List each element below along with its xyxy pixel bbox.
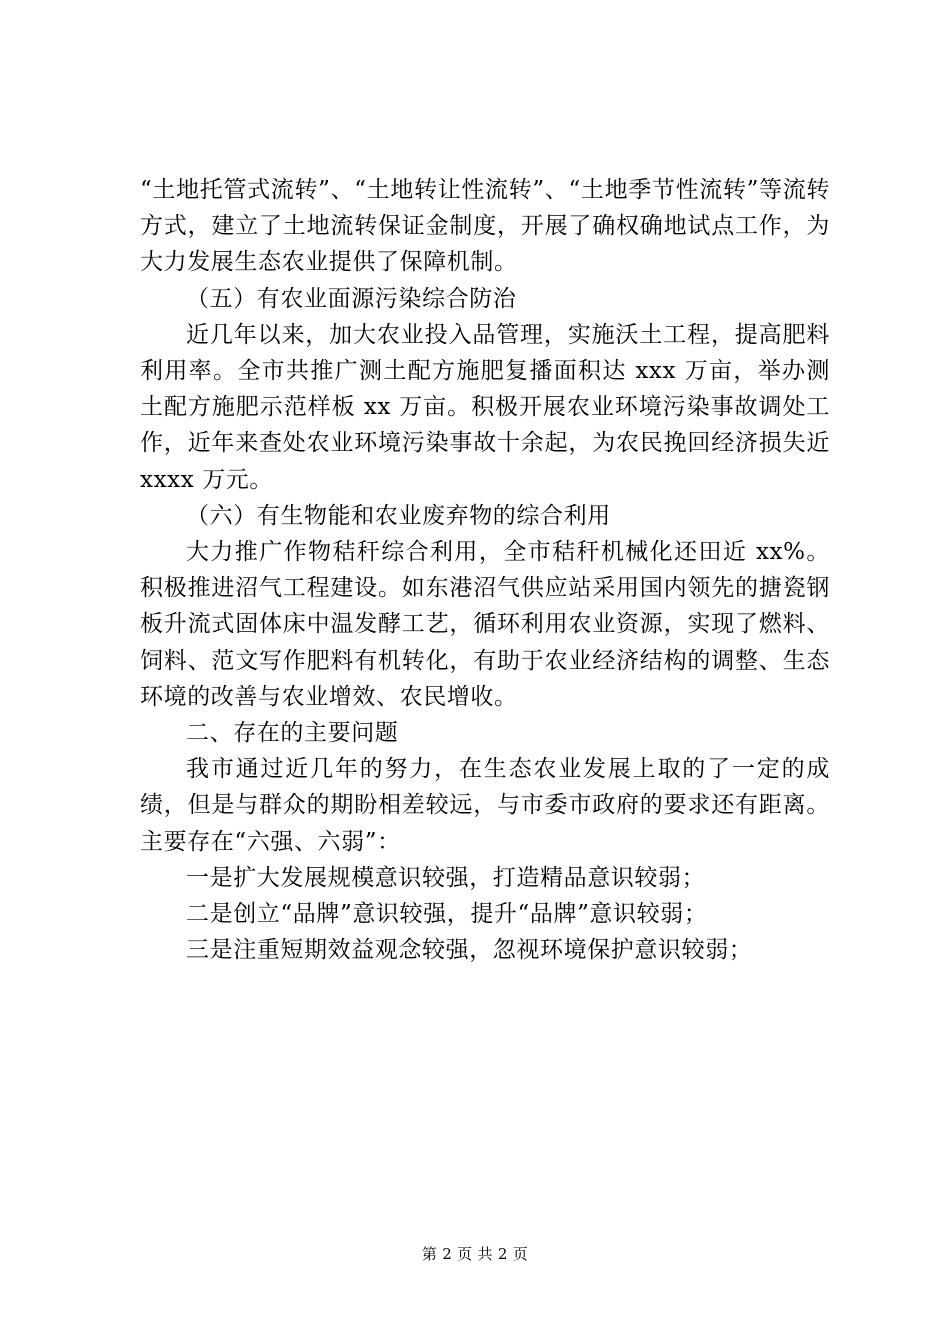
document-body — [140, 172, 830, 968]
paragraph-land-transfer: “土地托管式流转”、“土地转让性流转”、“土地季节性流转”等流转方式，建立了土地流转保证金制度，开展了确权确地试点工作，为大力发展生态农业提供了保障机制。 — [140, 177, 830, 276]
paragraph-main-problems: 我市通过近几年的努力，在生态农业发展上取的了一定的成绩，但是与群众的期盼相差较远，与市委市政府的要求还有距离。主要存在“六强、六弱”： — [140, 756, 830, 855]
heading-main-problems: 二、存在的主要问题 — [186, 720, 399, 747]
paragraph-pollution-control: 近几年以来，加大农业投入品管理，实施沃土工程，提高肥料利用率。全市共推广测土配方施肥复播面积达 xxx 万亩，举办测土配方施肥示范样板 xx 万亩。积极开展农业环境污染事故调处工作，近年来查处农业环境污染事故十余起，为农民挽回经济损失近 xxxx 万元。 — [140, 321, 830, 493]
page-number-label: 第 2 页 共 2 页 — [421, 1245, 529, 1263]
problem-item-2: 二是创立“品牌”意识较强，提升“品牌”意识较弱； — [186, 901, 708, 928]
heading-biomass-utilization: （六）有生物能和农业废弃物的综合利用 — [186, 502, 611, 529]
page-footer — [0, 1244, 950, 1264]
paragraph-biomass-utilization: 大力推广作物秸秆综合利用，全市秸秆机械化还田近 xx%。积极推进沼气工程建设。如东港沼气供应站采用国内领先的搪瓷钢板升流式固体床中温发酵工艺，循环利用农业资源，实现了燃料、饲料、范文写作肥料有机转化，有助于农业经济结构的调整、生态环境的改善与农业增效、农民增收。 — [140, 539, 830, 710]
problem-item-3: 三是注重短期效益观念较强，忽视环境保护意识较弱； — [186, 937, 753, 964]
heading-pollution-control: （五）有农业面源污染综合防治 — [186, 285, 517, 312]
problem-item-1: 一是扩大发展规模意识较强，打造精品意识较弱； — [186, 864, 706, 891]
